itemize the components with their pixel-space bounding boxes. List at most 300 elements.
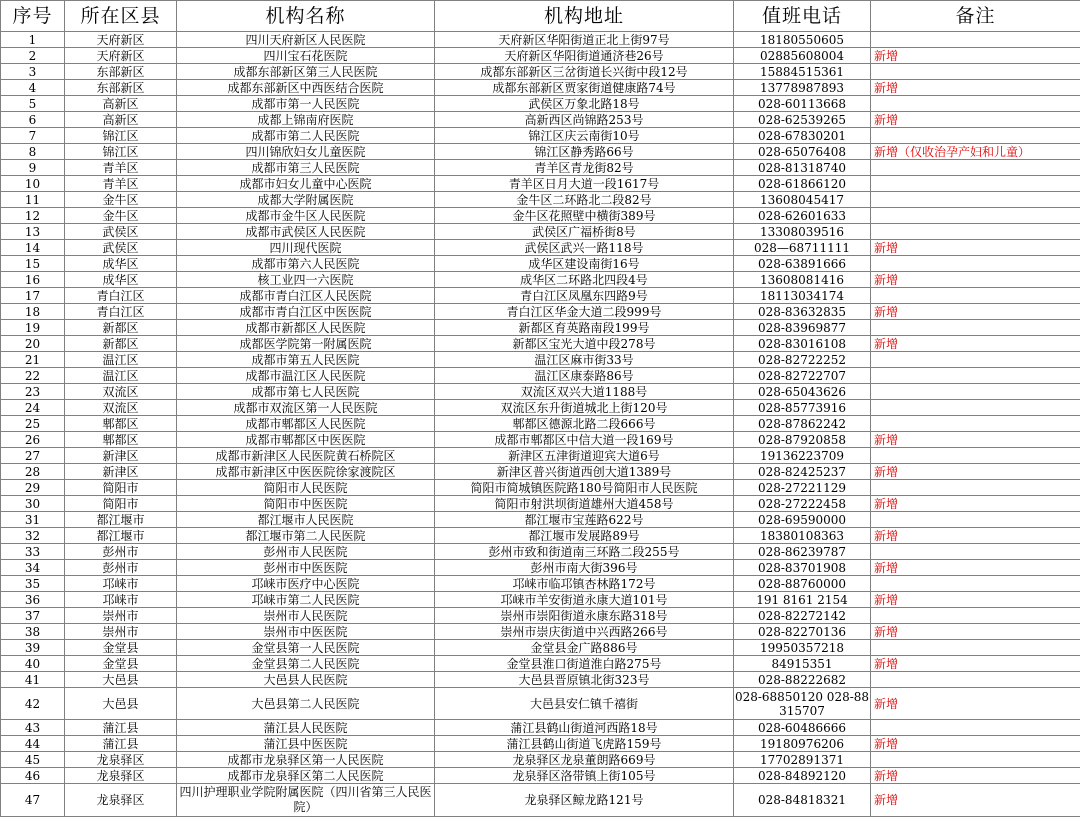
remark-cell — [871, 608, 1080, 624]
phone-cell: 028-83632835 — [734, 304, 871, 320]
phone-cell: 028-83016108 — [734, 336, 871, 352]
table-row — [1, 416, 1080, 432]
row-number: 45 — [1, 752, 65, 768]
phone-cell: 028-60486666 — [734, 720, 871, 736]
phone-cell: 028-60113668 — [734, 96, 871, 112]
phone-cell: 028-83969877 — [734, 320, 871, 336]
table-row — [1, 576, 1080, 592]
row-number: 41 — [1, 672, 65, 688]
district-cell: 青白江区 — [65, 288, 177, 304]
remark-cell: 新增 — [871, 240, 1080, 256]
row-number: 21 — [1, 352, 65, 368]
institution-name-cell: 成都医学院第一附属医院 — [177, 336, 435, 352]
table-row — [1, 608, 1080, 624]
table-row — [1, 384, 1080, 400]
district-cell: 邛崃市 — [65, 592, 177, 608]
phone-cell: 028-83701908 — [734, 560, 871, 576]
remark-cell: 新增 — [871, 464, 1080, 480]
table-row — [1, 544, 1080, 560]
district-cell: 郫都区 — [65, 432, 177, 448]
phone-cell: 028-61866120 — [734, 176, 871, 192]
remark-cell: 新增 — [871, 688, 1080, 720]
district-cell: 天府新区 — [65, 48, 177, 64]
remark-cell — [871, 672, 1080, 688]
table-row — [1, 512, 1080, 528]
phone-cell: 13778987893 — [734, 80, 871, 96]
institution-name-cell: 成都市第二人民医院 — [177, 128, 435, 144]
district-cell: 彭州市 — [65, 560, 177, 576]
row-number: 39 — [1, 640, 65, 656]
institution-name-cell: 金堂县第一人民医院 — [177, 640, 435, 656]
address-cell: 双流区东升街道城北上街120号 — [435, 400, 734, 416]
remark-cell: 新增 — [871, 432, 1080, 448]
remark-cell — [871, 480, 1080, 496]
row-number: 13 — [1, 224, 65, 240]
remark-cell — [871, 256, 1080, 272]
remark-cell: 新增 — [871, 272, 1080, 288]
row-number: 32 — [1, 528, 65, 544]
institution-name-cell: 成都东部新区第三人民医院 — [177, 64, 435, 80]
phone-cell: 028-67830201 — [734, 128, 871, 144]
address-cell: 邛崃市临邛镇杏林路172号 — [435, 576, 734, 592]
address-cell: 郫都区德源北路二段666号 — [435, 416, 734, 432]
phone-cell: 028-81318740 — [734, 160, 871, 176]
table-row — [1, 432, 1080, 448]
table-row — [1, 176, 1080, 192]
address-cell: 新都区宝光大道中段278号 — [435, 336, 734, 352]
institution-name-cell: 成都大学附属医院 — [177, 192, 435, 208]
address-cell: 龙泉驿区鲸龙路121号 — [435, 784, 734, 817]
table-row — [1, 144, 1080, 160]
district-cell: 简阳市 — [65, 480, 177, 496]
address-cell: 武侯区广福桥街8号 — [435, 224, 734, 240]
institution-name-cell: 成都市青白江区中医医院 — [177, 304, 435, 320]
district-cell: 新都区 — [65, 336, 177, 352]
remark-cell — [871, 512, 1080, 528]
row-number: 43 — [1, 720, 65, 736]
institution-name-cell: 蒲江县中医医院 — [177, 736, 435, 752]
row-number: 47 — [1, 784, 65, 817]
address-cell: 新津区五津街道迎宾大道6号 — [435, 448, 734, 464]
remark-cell: 新增 — [871, 784, 1080, 817]
phone-cell: 028-82425237 — [734, 464, 871, 480]
table-row — [1, 224, 1080, 240]
institution-name-cell: 四川护理职业学院附属医院（四川省第三人民医院） — [177, 784, 435, 817]
table-row — [1, 752, 1080, 768]
table-row — [1, 352, 1080, 368]
remark-cell — [871, 96, 1080, 112]
address-cell: 成华区二环路北四段4号 — [435, 272, 734, 288]
district-cell: 郫都区 — [65, 416, 177, 432]
table-row — [1, 448, 1080, 464]
table-row — [1, 80, 1080, 96]
address-cell: 双流区双兴大道1188号 — [435, 384, 734, 400]
institution-name-cell: 都江堰市人民医院 — [177, 512, 435, 528]
district-cell: 金牛区 — [65, 208, 177, 224]
table-body — [1, 32, 1080, 817]
address-cell: 简阳市简城镇医院路180号简阳市人民医院 — [435, 480, 734, 496]
institution-name-cell: 崇州市中医医院 — [177, 624, 435, 640]
address-cell: 锦江区静秀路66号 — [435, 144, 734, 160]
remark-cell: 新增 — [871, 736, 1080, 752]
district-cell: 新津区 — [65, 464, 177, 480]
district-cell: 温江区 — [65, 368, 177, 384]
district-cell: 简阳市 — [65, 496, 177, 512]
phone-cell: 028-65043626 — [734, 384, 871, 400]
address-cell: 大邑县安仁镇千禧街 — [435, 688, 734, 720]
table-row — [1, 288, 1080, 304]
remark-cell — [871, 160, 1080, 176]
district-cell: 锦江区 — [65, 144, 177, 160]
table-row — [1, 560, 1080, 576]
phone-cell: 028-87862242 — [734, 416, 871, 432]
district-cell: 新都区 — [65, 320, 177, 336]
row-number: 19 — [1, 320, 65, 336]
remark-cell — [871, 288, 1080, 304]
table-row — [1, 368, 1080, 384]
row-number: 24 — [1, 400, 65, 416]
institution-name-cell: 金堂县第二人民医院 — [177, 656, 435, 672]
district-cell: 金堂县 — [65, 640, 177, 656]
row-number: 27 — [1, 448, 65, 464]
address-cell: 简阳市射洪坝街道雄州大道458号 — [435, 496, 734, 512]
institution-name-cell: 成都市第六人民医院 — [177, 256, 435, 272]
row-number: 7 — [1, 128, 65, 144]
column-header-district: 所在区县 — [65, 1, 177, 32]
table-row — [1, 672, 1080, 688]
institution-name-cell: 都江堰市第二人民医院 — [177, 528, 435, 544]
phone-cell: 028—68711111 — [734, 240, 871, 256]
remark-cell: 新增 — [871, 496, 1080, 512]
row-number: 17 — [1, 288, 65, 304]
district-cell: 金堂县 — [65, 656, 177, 672]
table-row — [1, 528, 1080, 544]
table-row — [1, 304, 1080, 320]
remark-cell: 新增 — [871, 592, 1080, 608]
phone-cell: 18380108363 — [734, 528, 871, 544]
district-cell: 龙泉驿区 — [65, 768, 177, 784]
table-row — [1, 496, 1080, 512]
district-cell: 新津区 — [65, 448, 177, 464]
remark-cell — [871, 448, 1080, 464]
phone-cell: 028-62539265 — [734, 112, 871, 128]
address-cell: 天府新区华阳街道正北上街97号 — [435, 32, 734, 48]
table-row — [1, 592, 1080, 608]
address-cell: 崇州市崇庆街道中兴西路266号 — [435, 624, 734, 640]
remark-cell: 新增 — [871, 304, 1080, 320]
address-cell: 都江堰市宝莲路622号 — [435, 512, 734, 528]
district-cell: 龙泉驿区 — [65, 784, 177, 817]
phone-cell: 028-85773916 — [734, 400, 871, 416]
address-cell: 金牛区花照壁中横街389号 — [435, 208, 734, 224]
district-cell: 武侯区 — [65, 224, 177, 240]
address-cell: 彭州市南大街396号 — [435, 560, 734, 576]
institution-name-cell: 成都市第七人民医院 — [177, 384, 435, 400]
phone-cell: 13308039516 — [734, 224, 871, 240]
district-cell: 双流区 — [65, 400, 177, 416]
address-cell: 彭州市致和街道南三环路二段255号 — [435, 544, 734, 560]
address-cell: 青羊区日月大道一段1617号 — [435, 176, 734, 192]
row-number: 12 — [1, 208, 65, 224]
table-row — [1, 192, 1080, 208]
institution-name-cell: 成都市双流区第一人民医院 — [177, 400, 435, 416]
remark-cell — [871, 640, 1080, 656]
district-cell: 大邑县 — [65, 672, 177, 688]
table-row — [1, 112, 1080, 128]
table-row — [1, 48, 1080, 64]
table-row — [1, 720, 1080, 736]
phone-cell: 028-82722252 — [734, 352, 871, 368]
address-cell: 蒲江县鹤山街道河西路18号 — [435, 720, 734, 736]
column-header-remark: 备注 — [871, 1, 1080, 32]
institution-name-cell: 四川锦欣妇女儿童医院 — [177, 144, 435, 160]
row-number: 35 — [1, 576, 65, 592]
row-number: 46 — [1, 768, 65, 784]
table-row — [1, 336, 1080, 352]
phone-cell: 028-69590000 — [734, 512, 871, 528]
institution-name-cell: 核工业四一六医院 — [177, 272, 435, 288]
institution-name-cell: 成都市武侯区人民医院 — [177, 224, 435, 240]
district-cell: 蒲江县 — [65, 736, 177, 752]
institution-name-cell: 成都市妇女儿童中心医院 — [177, 176, 435, 192]
table-row — [1, 464, 1080, 480]
remark-cell — [871, 544, 1080, 560]
row-number: 42 — [1, 688, 65, 720]
phone-cell: 028-68850120 028-88315707 — [734, 688, 871, 720]
district-cell: 武侯区 — [65, 240, 177, 256]
institution-name-cell: 成都市温江区人民医院 — [177, 368, 435, 384]
table-row — [1, 640, 1080, 656]
table-row — [1, 128, 1080, 144]
row-number: 36 — [1, 592, 65, 608]
table-row — [1, 688, 1080, 720]
phone-cell: 028-27222458 — [734, 496, 871, 512]
remark-cell: 新增 — [871, 560, 1080, 576]
phone-cell: 028-82272142 — [734, 608, 871, 624]
institution-name-cell: 大邑县人民医院 — [177, 672, 435, 688]
row-number: 26 — [1, 432, 65, 448]
row-number: 8 — [1, 144, 65, 160]
address-cell: 高新西区尚锦路253号 — [435, 112, 734, 128]
institution-name-cell: 成都市新都区人民医院 — [177, 320, 435, 336]
address-cell: 成都东部新区贾家街道健康路74号 — [435, 80, 734, 96]
table-row — [1, 208, 1080, 224]
row-number: 10 — [1, 176, 65, 192]
institution-name-cell: 成都东部新区中西医结合医院 — [177, 80, 435, 96]
district-cell: 天府新区 — [65, 32, 177, 48]
address-cell: 新津区普兴街道西创大道1389号 — [435, 464, 734, 480]
district-cell: 成华区 — [65, 256, 177, 272]
row-number: 5 — [1, 96, 65, 112]
phone-cell: 028-65076408 — [734, 144, 871, 160]
row-number: 31 — [1, 512, 65, 528]
institution-name-cell: 四川宝石花医院 — [177, 48, 435, 64]
row-number: 6 — [1, 112, 65, 128]
remark-cell — [871, 176, 1080, 192]
institution-name-cell: 邛崃市第二人民医院 — [177, 592, 435, 608]
district-cell: 崇州市 — [65, 624, 177, 640]
row-number: 44 — [1, 736, 65, 752]
phone-cell: 19136223709 — [734, 448, 871, 464]
address-cell: 天府新区华阳街道通济巷26号 — [435, 48, 734, 64]
address-cell: 青白江区华金大道二段999号 — [435, 304, 734, 320]
row-number: 30 — [1, 496, 65, 512]
row-number: 23 — [1, 384, 65, 400]
remark-cell — [871, 416, 1080, 432]
table-row — [1, 768, 1080, 784]
institution-name-cell: 简阳市中医医院 — [177, 496, 435, 512]
row-number: 9 — [1, 160, 65, 176]
remark-cell — [871, 752, 1080, 768]
row-number: 16 — [1, 272, 65, 288]
row-number: 1 — [1, 32, 65, 48]
address-cell: 蒲江县鹤山街道飞虎路159号 — [435, 736, 734, 752]
phone-cell: 028-88222682 — [734, 672, 871, 688]
remark-cell — [871, 224, 1080, 240]
phone-cell: 84915351 — [734, 656, 871, 672]
phone-cell: 028-62601633 — [734, 208, 871, 224]
district-cell: 温江区 — [65, 352, 177, 368]
row-number: 34 — [1, 560, 65, 576]
institution-name-cell: 成都市新津区人民医院黄石桥院区 — [177, 448, 435, 464]
institution-name-cell: 成都市第一人民医院 — [177, 96, 435, 112]
institution-name-cell: 大邑县第二人民医院 — [177, 688, 435, 720]
row-number: 22 — [1, 368, 65, 384]
address-cell: 金堂县淮口街道淮白路275号 — [435, 656, 734, 672]
row-number: 25 — [1, 416, 65, 432]
table-row — [1, 736, 1080, 752]
table-row — [1, 64, 1080, 80]
institution-name-cell: 彭州市中医医院 — [177, 560, 435, 576]
table-row — [1, 480, 1080, 496]
remark-cell — [871, 320, 1080, 336]
institution-name-cell: 成都市龙泉驿区第一人民医院 — [177, 752, 435, 768]
institution-name-cell: 成都市金牛区人民医院 — [177, 208, 435, 224]
district-cell: 龙泉驿区 — [65, 752, 177, 768]
district-cell: 大邑县 — [65, 688, 177, 720]
header-row — [1, 1, 1080, 32]
remark-cell: 新增 — [871, 528, 1080, 544]
address-cell: 成都东部新区三岔街道长兴街中段12号 — [435, 64, 734, 80]
remark-cell: 新增 — [871, 80, 1080, 96]
phone-cell: 18180550605 — [734, 32, 871, 48]
table-row — [1, 784, 1080, 817]
phone-cell: 028-63891666 — [734, 256, 871, 272]
remark-cell — [871, 64, 1080, 80]
row-number: 18 — [1, 304, 65, 320]
institution-name-cell: 成都上锦南府医院 — [177, 112, 435, 128]
address-cell: 金牛区二环路北二段82号 — [435, 192, 734, 208]
address-cell: 成华区建设南街16号 — [435, 256, 734, 272]
row-number: 40 — [1, 656, 65, 672]
table-row — [1, 96, 1080, 112]
table-row — [1, 256, 1080, 272]
row-number: 20 — [1, 336, 65, 352]
column-header-name: 机构名称 — [177, 1, 435, 32]
row-number: 33 — [1, 544, 65, 560]
institution-name-cell: 成都市第五人民医院 — [177, 352, 435, 368]
row-number: 14 — [1, 240, 65, 256]
address-cell: 崇州市崇阳街道永康东路318号 — [435, 608, 734, 624]
remark-cell — [871, 192, 1080, 208]
phone-cell: 028-84892120 — [734, 768, 871, 784]
remark-cell: 新增 — [871, 624, 1080, 640]
phone-cell: 18113034174 — [734, 288, 871, 304]
row-number: 2 — [1, 48, 65, 64]
institution-name-cell: 四川天府新区人民医院 — [177, 32, 435, 48]
remark-cell: 新增 — [871, 336, 1080, 352]
address-cell: 大邑县晋原镇北街323号 — [435, 672, 734, 688]
row-number: 11 — [1, 192, 65, 208]
phone-cell: 028-86239787 — [734, 544, 871, 560]
phone-cell: 028-82722707 — [734, 368, 871, 384]
district-cell: 都江堰市 — [65, 528, 177, 544]
phone-cell: 028-87920858 — [734, 432, 871, 448]
district-cell: 东部新区 — [65, 64, 177, 80]
district-cell: 双流区 — [65, 384, 177, 400]
institution-name-cell: 蒲江县人民医院 — [177, 720, 435, 736]
remark-cell — [871, 128, 1080, 144]
phone-cell: 15884515361 — [734, 64, 871, 80]
remark-cell: 新增 — [871, 48, 1080, 64]
address-cell: 新都区育英路南段199号 — [435, 320, 734, 336]
institution-name-cell: 成都市郫都区中医医院 — [177, 432, 435, 448]
phone-cell: 028-88760000 — [734, 576, 871, 592]
institution-name-cell: 成都市第三人民医院 — [177, 160, 435, 176]
remark-cell — [871, 400, 1080, 416]
address-cell: 青白江区凤凰东四路9号 — [435, 288, 734, 304]
remark-cell — [871, 384, 1080, 400]
remark-cell — [871, 32, 1080, 48]
column-header-no: 序号 — [1, 1, 65, 32]
phone-cell: 13608045417 — [734, 192, 871, 208]
table-row — [1, 32, 1080, 48]
remark-cell: 新增 — [871, 656, 1080, 672]
phone-cell: 028-84818321 — [734, 784, 871, 817]
phone-cell: 191 8161 2154 — [734, 592, 871, 608]
address-cell: 温江区康泰路86号 — [435, 368, 734, 384]
institution-name-cell: 简阳市人民医院 — [177, 480, 435, 496]
institution-name-cell: 彭州市人民医院 — [177, 544, 435, 560]
district-cell: 崇州市 — [65, 608, 177, 624]
district-cell: 青羊区 — [65, 160, 177, 176]
remark-cell — [871, 720, 1080, 736]
address-cell: 成都市郫都区中信大道一段169号 — [435, 432, 734, 448]
table-row — [1, 320, 1080, 336]
remark-cell — [871, 208, 1080, 224]
address-cell: 都江堰市发展路89号 — [435, 528, 734, 544]
remark-cell: 新增 — [871, 768, 1080, 784]
institution-name-cell: 四川现代医院 — [177, 240, 435, 256]
district-cell: 蒲江县 — [65, 720, 177, 736]
institution-name-cell: 成都市新津区中医医院徐家渡院区 — [177, 464, 435, 480]
phone-cell: 028-27221129 — [734, 480, 871, 496]
remark-cell: 新增（仅收治孕产妇和儿童） — [871, 144, 1080, 160]
row-number: 3 — [1, 64, 65, 80]
address-cell: 锦江区庆云南街10号 — [435, 128, 734, 144]
remark-cell: 新增 — [871, 112, 1080, 128]
institution-name-cell: 成都市龙泉驿区第二人民医院 — [177, 768, 435, 784]
table-row — [1, 400, 1080, 416]
row-number: 4 — [1, 80, 65, 96]
institution-name-cell: 成都市青白江区人民医院 — [177, 288, 435, 304]
institution-name-cell: 邛崃市医疗中心医院 — [177, 576, 435, 592]
address-cell: 温江区麻市街33号 — [435, 352, 734, 368]
address-cell: 龙泉驿区洛带镇上街105号 — [435, 768, 734, 784]
remark-cell — [871, 576, 1080, 592]
district-cell: 邛崃市 — [65, 576, 177, 592]
district-cell: 彭州市 — [65, 544, 177, 560]
